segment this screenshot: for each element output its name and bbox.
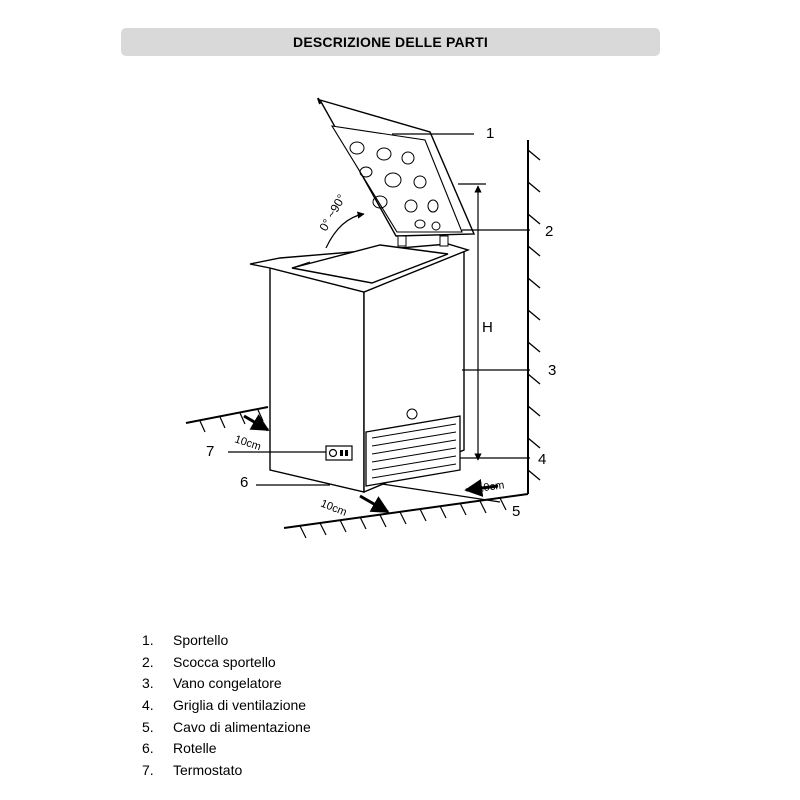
door: [318, 98, 474, 246]
callout-5: 5: [512, 503, 521, 520]
list-item: [142, 673, 311, 695]
opening-angle: [316, 192, 364, 248]
clearance-label-back: 10cm: [233, 433, 263, 454]
parts-list: [142, 630, 311, 782]
part-number: 7.: [142, 762, 154, 779]
callout-4: 4: [538, 451, 547, 468]
list-item: [142, 760, 311, 782]
list-item: [142, 630, 311, 652]
thermostat: [326, 446, 352, 460]
part-number: 4.: [142, 697, 154, 714]
callout-2: 2: [545, 223, 554, 240]
callout-3: 3: [548, 362, 557, 379]
list-item: [142, 717, 311, 739]
callout-1: 1: [486, 125, 495, 142]
part-label: Termostato: [173, 762, 243, 779]
clearance-side: [466, 479, 505, 495]
part-label: Rotelle: [173, 740, 217, 757]
part-label: Cavo di alimentazione: [173, 718, 311, 735]
part-label: Scocca sportello: [173, 653, 276, 670]
clearance-label-side: 10cm: [476, 479, 506, 495]
wall: [528, 140, 540, 494]
callout-7: 7: [206, 443, 215, 460]
part-label: Sportello: [173, 632, 229, 648]
part-label: Vano congelatore: [173, 675, 282, 692]
callout-6: 6: [240, 474, 249, 491]
part-label: Griglia di ventilazione: [173, 697, 307, 714]
list-item: [142, 695, 311, 717]
angle-label: 0° ~90°: [316, 191, 349, 234]
part-number: 2.: [142, 653, 154, 670]
clearance-label-front: 10cm: [318, 497, 349, 519]
height-label: H: [482, 319, 493, 336]
part-number: 1.: [142, 632, 154, 648]
list-item: [142, 738, 311, 760]
part-number: 5.: [142, 718, 154, 735]
part-number: 6.: [142, 740, 154, 757]
clearance-back: [233, 416, 268, 453]
list-item: [142, 652, 311, 674]
section-title: DESCRIZIONE DELLE PARTI: [293, 34, 488, 50]
part-number: 3.: [142, 675, 154, 692]
